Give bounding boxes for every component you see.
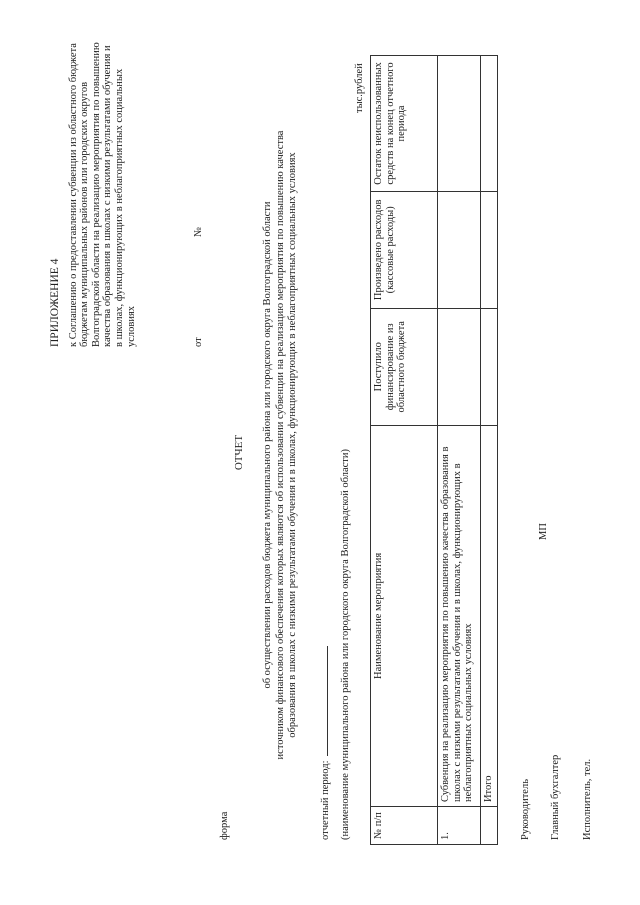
municipality-caption: (наименование муниципального района или городского округа Волгоградской области) [340, 449, 351, 840]
appendix-title: ПРИЛОЖЕНИЕ 4 [49, 258, 61, 347]
table-row [438, 56, 481, 845]
report-table [370, 55, 498, 845]
row-funding-cell [438, 308, 481, 425]
period-blank-line [318, 646, 328, 756]
head-signature-label: Руководитель [520, 779, 531, 840]
row-remaining-cell [438, 56, 481, 192]
date-from-label: от [193, 337, 204, 347]
total-funding-cell [481, 308, 498, 425]
executor-label: Исполнитель, тел. [582, 758, 593, 840]
total-expenses-cell [481, 191, 498, 308]
stamp-label: МП [538, 523, 549, 540]
period-label: отчетный период: [320, 760, 331, 840]
agreement-text: к Соглашению о предоставлении субвенции из областного бюджета бюджетам муниципальных районов или городских округов Волгоградской области на реализацию мероприятия по повышению качества образования в школах с низкими результатами обучения и в школах, функционирующих в неблагоприятных социальных условиях [67, 42, 137, 347]
row-number: 1. [438, 807, 481, 845]
total-remaining-cell [481, 56, 498, 192]
report-description [262, 95, 300, 795]
units-label: тыс.рублей [354, 63, 365, 113]
row-activity-name: Субвенция на реализацию мероприятия по повышению качества образования в школах с низкими результатами обучения и в школах, функционирующих в неблагоприятных социальных условиях [438, 425, 481, 806]
total-number-cell [481, 807, 498, 845]
chief-accountant-label: Главный бухгалтер [550, 754, 561, 840]
report-description-line-3: образования в школах с низкими результатами обучения и в школах, функционирующих в неблагоприятных социальных условиях [287, 152, 298, 738]
header-expenses: Произведено расходов (кассовые расходы) [371, 191, 438, 308]
report-description-line-2: источником финансового обеспечения которых являются об использовании субвенции на реализацию мероприятия по повышению качества [274, 130, 286, 760]
total-label: Итого [481, 425, 498, 806]
reporting-period [318, 646, 332, 840]
report-title: ОТЧЕТ [233, 434, 245, 471]
header-number: № п/п [371, 807, 438, 845]
table-total-row [481, 56, 498, 845]
report-description-line-1: об осуществлении расходов бюджета муниципального района или городского округа Волгоградской области [262, 201, 273, 689]
header-funding-received: Поступило финансирование из областного бюджета [371, 308, 438, 425]
appendix-block [50, 42, 137, 347]
header-remaining-funds: Остаток неиспользованных средств на конец отчетного периода [371, 56, 438, 192]
row-expenses-cell [438, 191, 481, 308]
table-header-row [371, 56, 438, 845]
form-label: форма [219, 811, 230, 840]
number-sign: № [193, 226, 204, 237]
header-activity-name: Наименование мероприятия [371, 425, 438, 806]
